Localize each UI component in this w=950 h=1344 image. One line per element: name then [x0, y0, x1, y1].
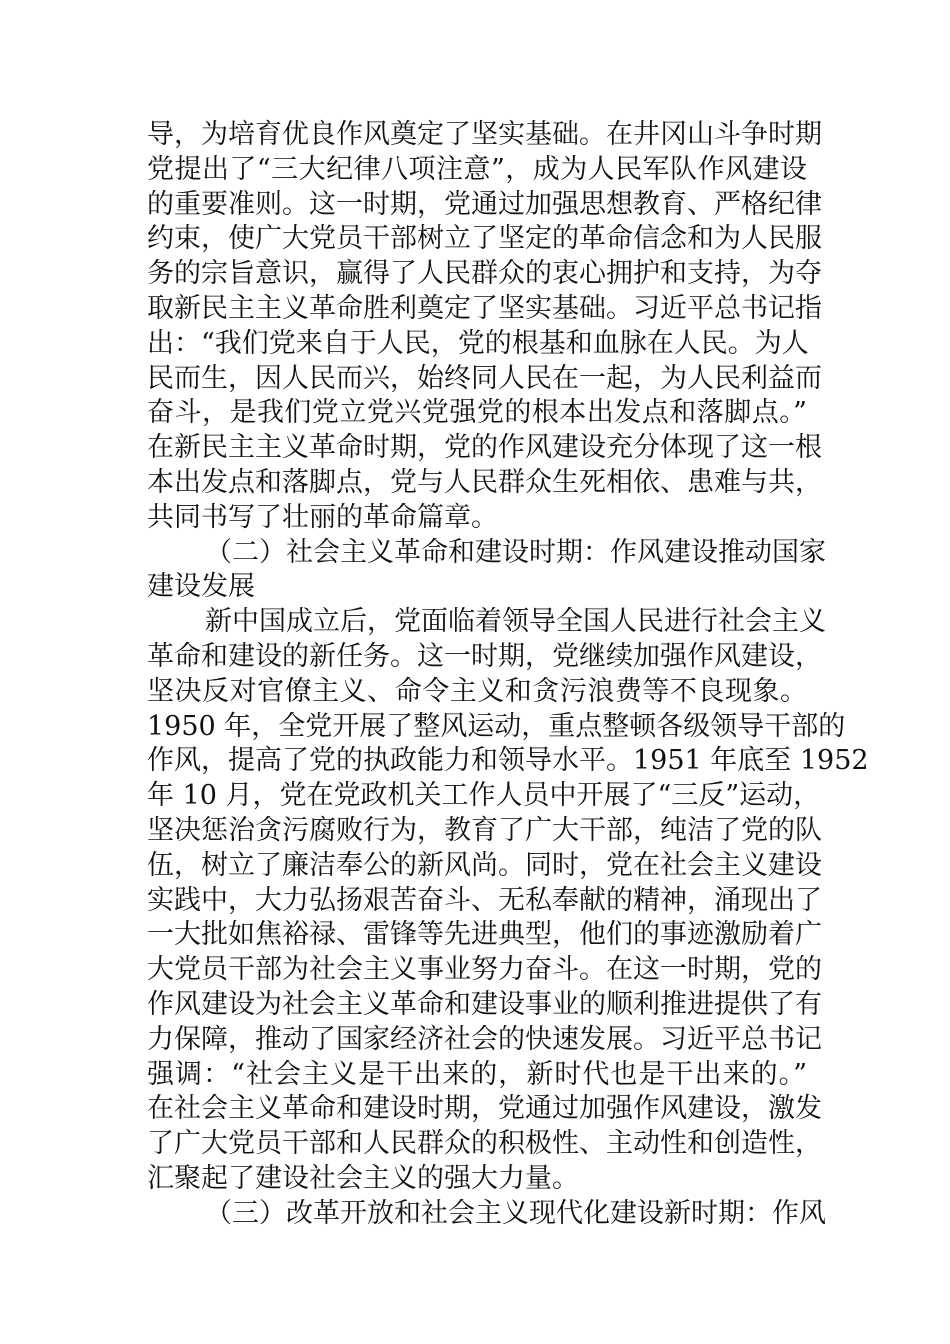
text-line: 强调：“社会主义是干出来的，新时代也是干出来的。” — [147, 1058, 807, 1090]
text-line: 本出发点和落脚点，党与人民群众生死相依、患难与共， — [147, 466, 822, 498]
paragraph-socialist-construction — [147, 605, 869, 1197]
text-line: 共同书写了壮丽的革命篇章。 — [147, 501, 498, 533]
text-line: 取新民主主义革命胜利奠定了坚实基础。习近平总书记指 — [147, 292, 822, 324]
text-line: 年 10 月，党在党政机关工作人员中开展了“三反”运动， — [147, 780, 821, 812]
text-line: 作风建设为社会主义革命和建设事业的顺利推进提供了有 — [147, 988, 822, 1020]
heading-line: 建设发展 — [147, 571, 255, 603]
text-line: 务的宗旨意识，赢得了人民群众的衷心拥护和支持，为夺 — [147, 258, 822, 290]
text-line: 作风，提高了党的执政能力和领导水平。1951 年底至 1952 — [147, 745, 869, 777]
text-line: 在社会主义革命和建设时期，党通过加强作风建设，激发 — [147, 1093, 822, 1125]
heading-line: （二）社会主义革命和建设时期：作风建设推动国家 — [205, 536, 826, 568]
section-heading-3 — [147, 1197, 826, 1232]
document-page — [147, 118, 869, 1232]
text-line: 一大批如焦裕禄、雷锋等先进典型，他们的事迹激励着广 — [147, 919, 822, 951]
text-line: 的重要准则。这一时期，党通过加强思想教育、严格纪律 — [147, 188, 822, 220]
text-line: 大党员干部为社会主义事业努力奋斗。在这一时期，党的 — [147, 954, 822, 986]
section-heading-2 — [147, 536, 826, 606]
text-line: 在新民主主义革命时期，党的作风建设充分体现了这一根 — [147, 432, 822, 464]
text-line: 坚决反对官僚主义、命令主义和贪污浪费等不良现象。 — [147, 675, 807, 707]
text-line: 约束，使广大党员干部树立了坚定的革命信念和为人民服 — [147, 223, 822, 255]
text-line: 出：“我们党来自于人民，党的根基和血脉在人民。为人 — [147, 327, 809, 359]
text-line: 力保障，推动了国家经济社会的快速发展。习近平总书记 — [147, 1023, 822, 1055]
text-line: 1950 年，全党开展了整风运动，重点整顿各级领导干部的 — [147, 710, 846, 742]
text-line: 党提出了“三大纪律八项注意”，成为人民军队作风建设 — [147, 153, 807, 185]
text-line: 伍，树立了廉洁奉公的新风尚。同时，党在社会主义建设 — [147, 849, 822, 881]
text-line: 革命和建设的新任务。这一时期，党继续加强作风建设， — [147, 640, 822, 672]
text-line: 了广大党员干部和人民群众的积极性、主动性和创造性， — [147, 1128, 822, 1160]
text-line: 汇聚起了建设社会主义的强大力量。 — [147, 1162, 579, 1194]
heading-line: （三）改革开放和社会主义现代化建设新时期：作风 — [205, 1197, 826, 1229]
text-line: 导，为培育优良作风奠定了坚实基础。在井冈山斗争时期 — [147, 119, 822, 150]
text-line: 坚决惩治贪污腐败行为，教育了广大干部，纯洁了党的队 — [147, 814, 822, 846]
text-line: 实践中，大力弘扬艰苦奋斗、无私奉献的精神，涌现出了 — [147, 884, 822, 916]
text-line: 奋斗，是我们党立党兴党强党的根本出发点和落脚点。” — [147, 397, 807, 429]
paragraph-revolution-period — [147, 118, 822, 536]
text-line: 民而生，因人民而兴，始终同人民在一起，为人民利益而 — [147, 362, 822, 394]
text-line: 新中国成立后，党面临着领导全国人民进行社会主义 — [205, 606, 826, 638]
